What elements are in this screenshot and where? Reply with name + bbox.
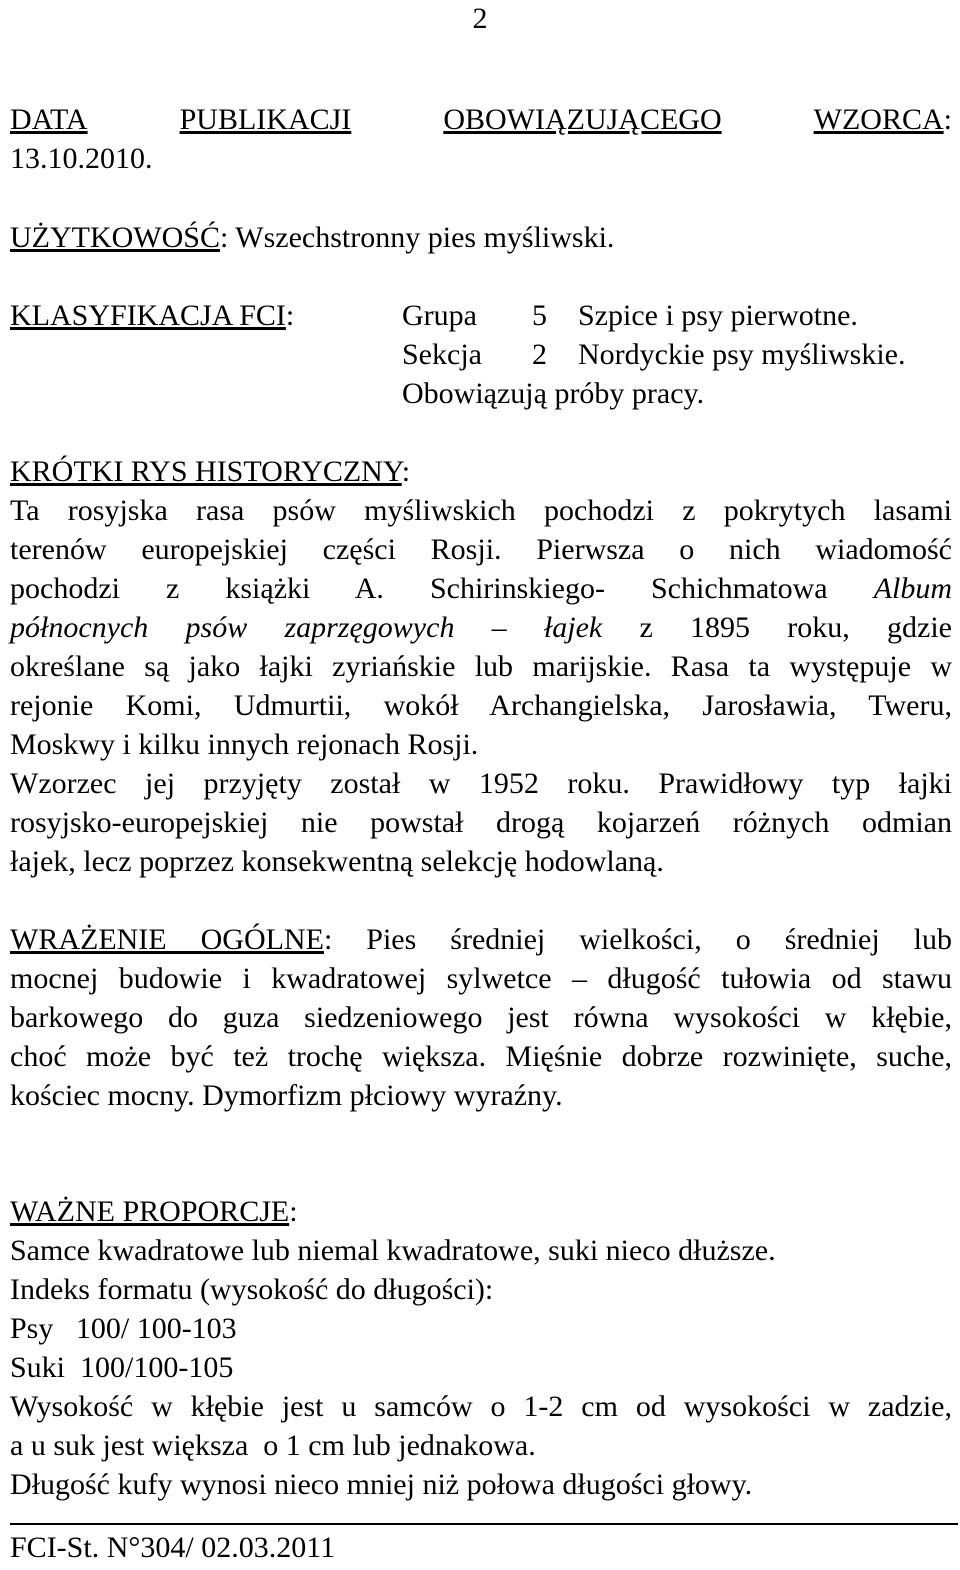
history-line-6: rejonie Komi, Udmurtii, wokół Archangielska, Jarosławia, Tweru,	[10, 689, 952, 722]
publication-date: 13.10.2010.	[10, 142, 153, 175]
classification-group-desc: Szpice i psy pierwotne.	[578, 299, 858, 332]
history-album-title-1: Album	[873, 572, 953, 605]
usage-line	[10, 218, 952, 257]
history-section	[10, 452, 952, 881]
general-line-5: kościec mocny. Dymorfizm płciowy wyraźny.	[10, 1079, 563, 1112]
history-p2-line-3: łajek, lecz poprzez konsekwentną selekcję hodowlaną.	[10, 845, 664, 878]
publication-word-2: PUBLIKACJI	[179, 103, 352, 136]
proportions-colon: :	[289, 1195, 298, 1228]
publication-word-4-wrap	[814, 100, 952, 139]
history-colon: :	[401, 455, 411, 488]
proportions-line-3: Psy 100/ 100-103	[10, 1312, 237, 1345]
publication-section	[10, 100, 952, 178]
history-p2-line-1: Wzorzec jej przyjęty został w 1952 roku. Prawidłowy typ łajki	[10, 767, 952, 800]
classification-section-desc: Nordyckie psy myśliwskie.	[578, 338, 906, 371]
history-line-3-text: pochodzi z książki A. Schirinskiego- Schichmatowa	[10, 572, 828, 605]
history-line-2: terenów europejskiej części Rosji. Pierwsza o nich wiadomość	[10, 533, 952, 566]
classification-section-num: 2	[532, 338, 547, 371]
general-line-2: mocnej budowie i kwadratowej sylwetce – długość tułowia od stawu	[10, 962, 952, 995]
history-line-4	[10, 608, 952, 647]
general-line-4: choć może być też trochę większa. Mięśnie dobrze rozwinięte, suche,	[10, 1040, 952, 1073]
history-p2-line-2: rosyjsko-europejskiej nie powstał drogą kojarzeń różnych odmian	[10, 806, 952, 839]
usage-colon: :	[220, 221, 229, 254]
history-after-album: z 1895 roku, gdzie	[639, 611, 952, 644]
proportions-label: WAŻNE PROPORCJE	[10, 1195, 290, 1228]
history-line-7: Moskwy i kilku innych rejonach Rosji.	[10, 728, 479, 761]
publication-word-3: OBOWIĄZUJĄCEGO	[443, 103, 722, 136]
history-line-5: określane są jako łajki zyriańskie lub marijskie. Rasa ta występuje w	[10, 650, 952, 683]
history-album-title-2: północnych psów zaprzęgowych – łajek	[10, 611, 603, 644]
history-heading	[10, 452, 952, 491]
proportions-line-7: Długość kufy wynosi nieco mniej niż połowa długości głowy.	[10, 1468, 753, 1501]
history-line-3	[10, 569, 952, 608]
classification-group-num: 5	[532, 299, 547, 332]
general-line-3: barkowego do guza siedzeniowego jest równa wysokości w kłębie,	[10, 1001, 952, 1034]
history-line-1: Ta rosyjska rasa psów myśliwskich pochodzi z pokrytych lasami	[10, 494, 952, 527]
classification-label-line	[10, 296, 294, 335]
footer-rule	[10, 1523, 958, 1525]
proportions-line-1: Samce kwadratowe lub niemal kwadratowe, suki nieco dłuższe.	[10, 1234, 776, 1267]
proportions-line-2: Indeks formatu (wysokość do długości):	[10, 1273, 494, 1306]
classification-group-key: Grupa	[402, 299, 477, 332]
usage-section	[10, 218, 952, 257]
page-number: 2	[472, 2, 488, 35]
general-label: WRAŻENIE OGÓLNE	[10, 923, 324, 956]
classification-label: KLASYFIKACJA FCI	[10, 299, 286, 332]
usage-text: Wszechstronny pies myśliwski.	[228, 221, 615, 254]
publication-word-4: WZORCA	[813, 103, 944, 136]
classification-section-key: Sekcja	[402, 338, 482, 371]
general-section	[10, 920, 952, 1115]
general-colon: :	[323, 923, 333, 956]
history-label: KRÓTKI RYS HISTORYCZNY	[10, 455, 402, 488]
classification-colon: :	[285, 299, 295, 332]
proportions-line-4: Suki 100/100-105	[10, 1351, 234, 1384]
proportions-section	[10, 1192, 952, 1504]
classification-note: Obowiązują próby pracy.	[402, 377, 705, 410]
publication-word-1: DATA	[10, 103, 88, 136]
general-line-1	[10, 920, 952, 959]
footer-text: FCI-St. N°304/ 02.03.2011	[10, 1531, 336, 1564]
proportions-line-5: Wysokość w kłębie jest u samców o 1-2 cm od wysokości w zadzie,	[10, 1390, 952, 1423]
proportions-heading	[10, 1192, 952, 1231]
general-first-text: Pies średniej wielkości, o średniej lub	[332, 923, 952, 956]
publication-colon: :	[943, 103, 952, 136]
usage-label: UŻYTKOWOŚĆ	[10, 221, 220, 254]
proportions-line-6: a u suk jest większa o 1 cm lub jednakowa.	[10, 1429, 536, 1462]
publication-heading	[10, 100, 952, 139]
